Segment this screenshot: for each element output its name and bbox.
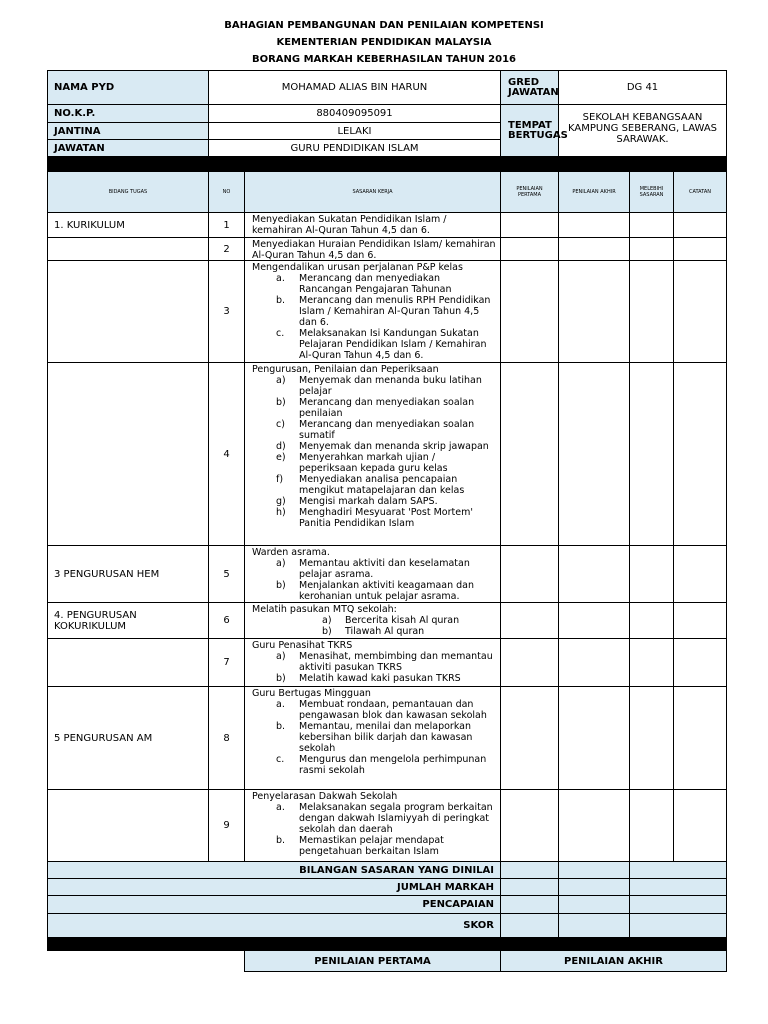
task-subitems (252, 558, 496, 602)
subitem-marker: h) (276, 507, 286, 518)
subitem-marker: b. (276, 295, 286, 306)
col-sasaran-kerja: SASARAN KERJA (244, 171, 501, 213)
subitem-text: Menjalankan aktiviti keagamaan dan kerohanian untuk pelajar asrama. (299, 580, 475, 602)
task-description (244, 212, 501, 238)
task-subitems (252, 651, 496, 684)
melebihi-sasaran-cell[interactable] (629, 686, 674, 790)
subitem-text: Merancang dan menyediakan soalan sumatif (299, 419, 475, 441)
skor-akhir-cell[interactable] (558, 913, 630, 938)
subitem-marker: c) (276, 419, 285, 430)
subitem-marker: e) (276, 452, 286, 463)
task-heading: Guru Bertugas Mingguan (252, 688, 371, 699)
task-subitem (252, 721, 496, 754)
subitem-text: Tilawah Al quran (345, 626, 425, 637)
task-subitems (252, 375, 496, 529)
bilangan-akhir-cell[interactable] (558, 861, 630, 879)
jumlah-lain-cell (629, 878, 727, 896)
col-melebihi-sasaran: MELEBIHI SASARAN (629, 171, 674, 213)
subitem-marker: f) (276, 474, 284, 485)
penilaian-pertama-cell[interactable] (500, 545, 559, 603)
task-subitem (252, 441, 496, 452)
nama-label: NAMA PYD (47, 70, 209, 105)
task-description (244, 789, 501, 862)
divider-bar (47, 157, 727, 171)
subitem-text: Melaksanakan Isi Kandungan Sukatan Pelajaran Pendidikan Islam / Kemahiran Al-Quran Tahun 4,5 dan 6. (299, 328, 487, 361)
bidang-cell (47, 789, 209, 862)
form-header (0, 17, 768, 68)
bidang-am: 5 PENGURUSAN AM (47, 686, 209, 790)
task-subitem (252, 673, 496, 684)
task-description (244, 545, 501, 603)
subitem-text: Melaksanakan segala program berkaitan dengan dakwah Islamiyyah di peringkat sekolah dan daerah (299, 802, 493, 835)
task-subitem (252, 452, 496, 474)
nama-value: MOHAMAD ALIAS BIN HARUN (208, 70, 501, 105)
header-line-1: BAHAGIAN PEMBANGUNAN DAN PENILAIAN KOMPETENSI (224, 20, 544, 31)
penilaian-pertama-cell[interactable] (500, 212, 559, 238)
subitem-marker: a. (276, 802, 285, 813)
jumlah-akhir-cell[interactable] (558, 878, 630, 896)
task-description (244, 686, 501, 790)
subitem-text: Menasihat, membimbing dan memantau aktiviti pasukan TKRS (299, 651, 493, 673)
subitem-marker: b) (322, 626, 332, 637)
jumlah-pertama-cell[interactable] (500, 878, 559, 896)
catatan-cell[interactable] (673, 237, 727, 261)
pencapaian-pertama-cell[interactable] (500, 895, 559, 914)
bidang-cell (47, 237, 209, 261)
bidang-cell (47, 362, 209, 546)
subitem-marker: g) (276, 496, 286, 507)
subitem-marker: a. (276, 273, 285, 284)
col-bidang-tugas: BIDANG TUGAS (47, 171, 209, 213)
penilaian-akhir-cell[interactable] (558, 686, 630, 790)
col-catatan: CATATAN (673, 171, 727, 213)
subitem-text: Memantau, menilai dan melaporkan kebersihan bilik darjah dan kawasan sekolah (299, 721, 473, 754)
task-subitem (252, 397, 496, 419)
catatan-cell[interactable] (673, 638, 727, 687)
task-heading: Warden asrama. (252, 547, 330, 558)
task-subitem (252, 273, 496, 295)
subitem-marker: c. (276, 754, 285, 765)
header-line-2: KEMENTERIAN PENDIDIKAN MALAYSIA (276, 37, 492, 48)
bidang-kokurikulum: 4. PENGURUSAN KOKURIKULUM (47, 602, 209, 639)
task-subitem (252, 699, 496, 721)
jawatan-label: JAWATAN (47, 139, 209, 157)
penilaian-pertama-cell[interactable] (500, 638, 559, 687)
bidang-cell (47, 638, 209, 687)
task-number: 4 (208, 362, 245, 546)
task-subitem (252, 375, 496, 397)
catatan-cell[interactable] (673, 602, 727, 639)
subitem-marker: b. (276, 835, 286, 846)
catatan-cell[interactable] (673, 789, 727, 862)
col-penilaian-akhir: PENILAIAN AKHIR (558, 171, 630, 213)
subitem-marker: a) (276, 651, 286, 662)
task-subitem (252, 474, 496, 496)
bidang-cell (47, 260, 209, 363)
task-number: 9 (208, 789, 245, 862)
subitem-text: Menyerahkan markah ujian / peperiksaan kepada guru kelas (299, 452, 448, 474)
penilaian-pertama-cell[interactable] (500, 789, 559, 862)
skor-pertama-cell[interactable] (500, 913, 559, 938)
task-subitem (252, 419, 496, 441)
catatan-cell[interactable] (673, 212, 727, 238)
task-number: 1 (208, 212, 245, 238)
subitem-text: Membuat rondaan, pemantauan dan pengawasan blok dan kawasan sekolah (299, 699, 487, 721)
task-subitem (252, 328, 496, 361)
task-heading: Melatih pasukan MTQ sekolah: (252, 604, 397, 615)
jantina-label: JANTINA (47, 122, 209, 140)
gred-value: DG 41 (558, 70, 727, 105)
subitem-marker: b. (276, 721, 286, 732)
penilaian-akhir-cell[interactable] (558, 602, 630, 639)
penilaian-pertama-cell[interactable] (500, 237, 559, 261)
task-heading: Menyediakan Sukatan Pendidikan Islam / kemahiran Al-Quran Tahun 4,5 dan 6. (252, 214, 447, 236)
task-subitems (252, 273, 496, 361)
task-subitems (252, 615, 496, 637)
nokp-label: NO.K.P. (47, 104, 209, 123)
subitem-marker: b) (276, 397, 286, 408)
melebihi-sasaran-cell[interactable] (629, 237, 674, 261)
melebihi-sasaran-cell[interactable] (629, 362, 674, 546)
bilangan-lain-cell (629, 861, 727, 879)
penilaian-akhir-cell[interactable] (558, 545, 630, 603)
subitem-marker: a) (322, 615, 332, 626)
penilaian-akhir-cell[interactable] (558, 212, 630, 238)
task-heading: Penyelarasan Dakwah Sekolah (252, 791, 398, 802)
task-description (244, 638, 501, 687)
task-number: 5 (208, 545, 245, 603)
melebihi-sasaran-cell[interactable] (629, 545, 674, 603)
task-description (244, 237, 501, 261)
melebihi-sasaran-cell[interactable] (629, 602, 674, 639)
subitem-text: Merancang dan menyediakan soalan penilaian (299, 397, 475, 419)
pencapaian-label: PENCAPAIAN (47, 895, 501, 914)
subitem-marker: a) (276, 375, 286, 386)
task-heading: Pengurusan, Penilaian dan Peperiksaan (252, 364, 439, 375)
task-description (244, 362, 501, 546)
header-line-3: BORANG MARKAH KEBERHASILAN TAHUN 2016 (251, 54, 517, 65)
gred-label: GRED JAWATAN (500, 70, 559, 105)
catatan-cell[interactable] (673, 260, 727, 363)
penilaian-pertama-cell[interactable] (500, 686, 559, 790)
subitem-marker: b) (276, 673, 286, 684)
task-heading: Guru Penasihat TKRS (252, 640, 353, 651)
task-number: 3 (208, 260, 245, 363)
subitem-text: Menyemak dan menanda buku latihan pelajar (299, 375, 482, 397)
jumlah-markah-label: JUMLAH MARKAH (47, 878, 501, 896)
task-heading: Menyediakan Huraian Pendidikan Islam/ kemahiran Al-Quran Tahun 4,5 dan 6. (252, 239, 496, 261)
task-number: 8 (208, 686, 245, 790)
task-subitem (252, 507, 496, 529)
bidang-hem: 3 PENGURUSAN HEM (47, 545, 209, 603)
footer-penilaian-pertama: PENILAIAN PERTAMA (244, 950, 501, 972)
catatan-cell[interactable] (673, 362, 727, 546)
task-subitem (252, 558, 496, 580)
tempat-value: SEKOLAH KEBANGSAAN KAMPUNG SEBERANG, LAWAS SARAWAK. (558, 104, 727, 157)
subitem-text: Mengurus dan mengelola perhimpunan rasmi sekolah (299, 754, 487, 776)
jawatan-value: GURU PENDIDIKAN ISLAM (208, 139, 501, 157)
col-no: NO (208, 171, 245, 213)
subitem-marker: d) (276, 441, 286, 452)
task-subitem (252, 496, 496, 507)
task-subitem (252, 802, 496, 835)
penilaian-akhir-cell[interactable] (558, 362, 630, 546)
task-description (244, 602, 501, 639)
penilaian-akhir-cell[interactable] (558, 789, 630, 862)
task-description (244, 260, 501, 363)
subitem-text: Bercerita kisah Al quran (345, 615, 460, 626)
subitem-text: Memastikan pelajar mendapat pengetahuan berkaitan Islam (299, 835, 444, 857)
subitem-text: Melatih kawad kaki pasukan TKRS (299, 673, 461, 684)
penilaian-pertama-cell[interactable] (500, 362, 559, 546)
subitem-text: Menghadiri Mesyuarat 'Post Mortem' Panitia Pendidikan Islam (299, 507, 473, 529)
catatan-cell[interactable] (673, 545, 727, 603)
penilaian-akhir-cell[interactable] (558, 237, 630, 261)
task-number: 6 (208, 602, 245, 639)
tempat-label: TEMPAT BERTUGAS (500, 104, 559, 157)
subitem-text: Memantau aktiviti dan keselamatan pelajar asrama. (299, 558, 470, 580)
task-subitems (252, 802, 496, 857)
pencapaian-akhir-cell[interactable] (558, 895, 630, 914)
subitem-marker: a. (276, 699, 285, 710)
task-number: 2 (208, 237, 245, 261)
penilaian-akhir-cell[interactable] (558, 260, 630, 363)
subitem-text: Menyemak dan menanda skrip jawapan (299, 441, 489, 452)
subitem-text: Mengisi markah dalam SAPS. (299, 496, 438, 507)
bilangan-pertama-cell[interactable] (500, 861, 559, 879)
task-subitems (252, 699, 496, 776)
bidang-kurikulum: 1. KURIKULUM (47, 212, 209, 238)
task-subitem (252, 754, 496, 776)
task-subitem (252, 651, 496, 673)
divider-bar (47, 937, 727, 951)
penilaian-pertama-cell[interactable] (500, 602, 559, 639)
pencapaian-lain-cell (629, 895, 727, 914)
penilaian-pertama-cell[interactable] (500, 260, 559, 363)
melebihi-sasaran-cell[interactable] (629, 638, 674, 687)
jantina-value: LELAKI (208, 122, 501, 140)
subitem-text: Menyediakan analisa pencapaian mengikut matapelajaran dan kelas (299, 474, 465, 496)
task-subitem (252, 835, 496, 857)
nokp-value: 880409095091 (208, 104, 501, 123)
footer-penilaian-akhir: PENILAIAN AKHIR (500, 950, 727, 972)
melebihi-sasaran-cell[interactable] (629, 789, 674, 862)
melebihi-sasaran-cell[interactable] (629, 260, 674, 363)
subitem-marker: b) (276, 580, 286, 591)
skor-lain-cell (629, 913, 727, 938)
skor-label: SKOR (47, 913, 501, 938)
task-number: 7 (208, 638, 245, 687)
subitem-text: Merancang dan menulis RPH Pendidikan Islam / Kemahiran Al-Quran Tahun 4,5 dan 6. (299, 295, 491, 328)
subitem-text: Merancang dan menyediakan Rancangan Pengajaran Tahunan (299, 273, 452, 295)
task-subitem (252, 580, 496, 602)
task-subitem (252, 626, 496, 637)
subitem-marker: a) (276, 558, 286, 569)
col-penilaian-pertama: PENILAIAN PERTAMA (500, 171, 559, 213)
catatan-cell[interactable] (673, 686, 727, 790)
task-subitem (252, 615, 496, 626)
task-heading: Mengendalikan urusan perjalanan P&P kelas (252, 262, 463, 273)
bilangan-sasaran-label: BILANGAN SASARAN YANG DINILAI (47, 861, 501, 879)
penilaian-akhir-cell[interactable] (558, 638, 630, 687)
subitem-marker: c. (276, 328, 285, 339)
task-subitem (252, 295, 496, 328)
melebihi-sasaran-cell[interactable] (629, 212, 674, 238)
